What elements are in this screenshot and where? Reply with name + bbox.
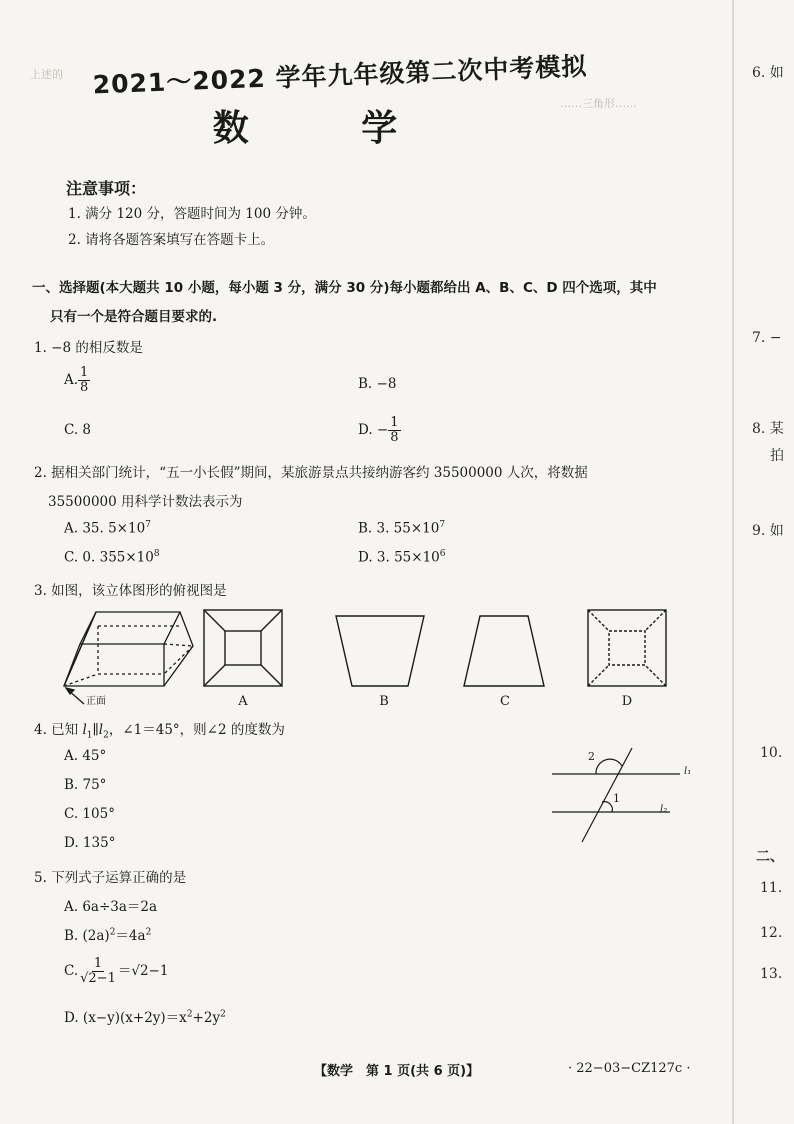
option-c-label: C xyxy=(500,694,510,709)
q2-stem: 2. 据相关部门统计，“五一小长假”期间，某旅游景点共接纳游客约 35500000 人次，将数据 xyxy=(34,465,588,481)
right-q10: 10. xyxy=(760,745,783,761)
option-a-label: A xyxy=(238,694,248,709)
right-q6: 6. 如 xyxy=(752,65,784,81)
q2-option-b: B. 3. $55\times 10^7$ xyxy=(358,520,446,537)
page-footer: 【数学 第 1 页(共 6 页)】 xyxy=(314,1064,480,1079)
angle2-label: 2 xyxy=(588,750,595,763)
right-q8-cont: 拍 xyxy=(770,448,784,464)
notice-heading: 注意事项： xyxy=(66,179,147,198)
doc-code: · 22−03−CZ127c · xyxy=(568,1061,691,1076)
ghost-text: ……三角形…… xyxy=(560,97,637,110)
q3-stem: 3. 如图，该立体图形的俯视图是 xyxy=(34,583,227,599)
l1-label: l₁ xyxy=(684,766,692,777)
q5-stem: 5. 下列式子运算正确的是 xyxy=(34,870,187,886)
q4-option-d: D. 135° xyxy=(64,835,116,851)
front-label: 正面 xyxy=(86,696,106,707)
section1-heading: 一、选择题(本大题共 10 小题，每小题 3 分，满分 30 分)每小题都给出 A、B、C、D 四个选项，其中 xyxy=(32,280,657,296)
right-q13: 13. xyxy=(760,966,783,982)
q4-figure xyxy=(550,746,700,846)
right-q11: 11. xyxy=(760,880,783,896)
notice-item: 1. 满分 120 分，答题时间为 100 分钟。 xyxy=(68,206,316,222)
subject-title: 数 学 xyxy=(212,108,448,149)
angle1-label: 1 xyxy=(613,792,620,805)
option-b-label: B xyxy=(379,694,389,709)
solid-figure xyxy=(64,612,193,704)
ghost-text: 上述的 xyxy=(30,68,63,81)
q2-stem-cont: 35500000 用科学计数法表示为 xyxy=(48,494,243,510)
option-c-figure xyxy=(464,616,544,686)
q2-option-c: C. 0. $355\times 10^8$ xyxy=(64,549,160,566)
q2-option-a: A. 35. $5\times 10^7$ xyxy=(64,520,151,537)
right-section2: 二、 xyxy=(756,849,784,865)
q1-stem: 1. −8 的相反数是 xyxy=(34,340,143,356)
l2-label: l₂ xyxy=(660,804,668,815)
q5-option-c: C. $\frac{1}{√2-1}$ ＝√2−1 xyxy=(64,956,169,986)
right-q9: 9. 如 xyxy=(752,523,784,539)
q5-option-b: B. $(2a)^2=4a^2$ xyxy=(64,927,152,944)
q1-option-d: D. − $\frac{1}{8}$ xyxy=(358,415,399,445)
option-b-figure xyxy=(336,616,424,686)
option-d-figure xyxy=(588,610,666,686)
q4-option-a: A. 45° xyxy=(64,748,107,764)
q1-option-b: B. −8 xyxy=(358,376,397,392)
q2-option-d: D. 3. $55\times 10^6$ xyxy=(358,549,446,566)
page-divider xyxy=(732,0,734,1124)
section1-heading-cont: 只有一个是符合题目要求的. xyxy=(50,309,218,325)
q4-option-b: B. 75° xyxy=(64,777,107,793)
right-q8: 8. 某 xyxy=(752,421,784,437)
option-d-label: D xyxy=(621,694,633,709)
right-q12: 12. xyxy=(760,925,783,941)
q4-stem: 4. 已知 $l_1\parallel l_2$，∠1＝45°，则∠2 的度数为 xyxy=(34,722,285,741)
q4-option-c: C. 105° xyxy=(64,806,115,822)
q5-option-a: A. 6a÷3a＝2a xyxy=(64,899,158,915)
q1-option-a: A. $\frac{1}{8}$ xyxy=(64,365,89,395)
option-a-figure xyxy=(204,610,282,686)
notice-item: 2. 请将各题答案填写在答题卡上。 xyxy=(68,232,275,248)
exam-title: 2021～2022 学年九年级第二次中考模拟 xyxy=(92,51,588,100)
q5-option-d: D. $(x-y)(x+2y)=x^2+2y^2$ xyxy=(64,1009,226,1026)
q3-figures xyxy=(40,604,680,714)
right-q7: 7. − xyxy=(752,330,782,346)
q1-option-c: C. 8 xyxy=(64,422,92,438)
